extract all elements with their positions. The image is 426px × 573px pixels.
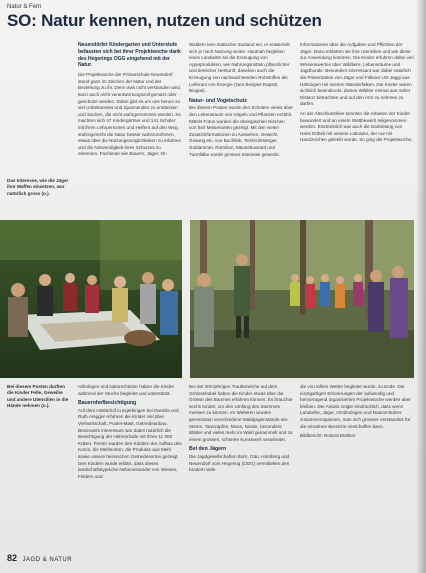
caption-bottom: Bei diesem Posten durften die Kinder Felle, Geweihe und andere Utensilien in die Hände nehmen (u.). bbox=[7, 384, 69, 409]
caption-top: Das Interesse, wie die Jäger ihre Waffen einsetzen, war natürlich gross (o.). bbox=[7, 178, 69, 196]
paragraph: nithologen und Naturschützer haben die Kinder während der Woche begleitet und unterstützt. bbox=[78, 384, 175, 396]
page-curl-shadow bbox=[416, 0, 426, 573]
paragraph: Die Projektwoche der Primarschule Neuendorf stand ganz im Zeichen der Natur und der Beziehung zu ihr. Denn was nicht verstanden wird, kann auch nicht verantwortungsvoll genutzt oder geschützt werden. Dabei gibt es um uns herum so viel Unbekanntes und Spannendes zu entdecken und Sachen, die nicht wahrgenommen werden. So machten sich 47 Kindergärtner und 141 Schüler mit ihren Lehrpersonen und Helfern auf den Weg, stufengerecht die Natur besser wahrzunehmen, etwas über die Nutzungsmöglichkeiten zu erfahren und die Notwendigkeit ihres Schutzes zu erkennen. Fachleute wie Bauern, Jäger, Or- bbox=[78, 72, 182, 157]
page-footer bbox=[7, 553, 72, 563]
column-bottom-1 bbox=[78, 384, 182, 544]
magazine-name: JAGD & NATUR bbox=[22, 557, 73, 563]
photo-left-illustration bbox=[0, 220, 182, 378]
section-label: Natur & Fern bbox=[7, 4, 42, 10]
paragraph: Waldern kein statischer Zustand sei, er entwickelt sich je nach Nutzung weiter. Hautnah begleiten eines Landwirts sei die Erzeugung von Agrarprodukten, wie Nahrungsmitteln pflanzlicher und tierischer Herkunft, daneben auch die Erzeugung von nachwachsenden Rohstoffen als Lieferant von Energie (zum Beispiel Rapsöl, Biogas). bbox=[189, 42, 290, 94]
paragraph: die von tollem Wetter begleitet wurde, zu Ende. Die einzigartigen Erinnerungen der aufwendig und hervorragend organisierten Projektwoche werden aber bleiben. Der Anlass zeigte eindrücklich, dass wenn Landwirte, Jäger, Ornithologen und Naturschützer zusammenspannen, man sich grosses Verständnis für die einzelnen Bereiche verschaffen kann. bbox=[300, 384, 411, 429]
column-top-1 bbox=[78, 42, 182, 214]
paragraph: Informationen über die Aufgaben und Pflichten der Jäger. Dazu erklärten sie ihre Utensilien und wie diese zur Anwendung kommen. Die Kinder erfuhren dabei viel Wissenswertes über Wildtiere, Lebensräume und Jagdhunde. Besonders interessant war dabei natürlich die Präsentation von Jäger und Falkner Urs Jäggi aus Härkingen mit seinem Wanderfalken. Die Kinder waren sichtlich beeindruckt, dieses Wildtier einmal aus naher Distanz betrachten und auf den Arm zu nehmen zu dürfen. bbox=[300, 42, 414, 107]
article-lead: Neuendörfer Kindergarten und Unterstufe befassten sich bei ihrer Projektwoche dank des Hegerings OGG eingehend mit der Natur. bbox=[78, 42, 181, 69]
photo-right-illustration bbox=[190, 220, 414, 378]
paragraph: Auf dem Hüslerhof in Egerkingen bei Daniela und Ruth Aregger erfuhren die Kinder viel über Viehwirtschaft, Poulet-Mast, Getreideanbau. Besonders interessant war dabei natürlich die Besichtigung der Hühnerhalle mit ihren 11 000 Küken. Ferner wurden den Kindern der Aufbau des Korns, die Mehlsorten, die Produkte aus Mehl sowie unsere heimischen Getreidesorten gezeigt. Den Kindern wurde erklärt, dass dieses landschaftstypische Nebeneinander von Wiesen, Feldern und bbox=[78, 407, 182, 479]
subheading-bauernhof: Bauernhofbesichtigung bbox=[78, 400, 137, 407]
paragraph: Bei diesem Posten wurde den Schülern vieles über den Lebensraum von Vögeln und Pflanzen erzählt. Mittels Fotos wurden die ökologischen Nischen von fünf Meisenarten gezeigt. Mit den vielen Zusatzinformationen zu Aussehen, Gewicht, Gesang etc. von Buchfink, Teichrohrsänger, Goldammer, Rotmilan, Mäusebussard und Turmfalke wurde grosses Interesse geweckt. bbox=[189, 105, 293, 157]
photo-hunters-in-forest bbox=[190, 220, 414, 378]
column-bottom-2 bbox=[189, 384, 293, 544]
article-headline: SO: Natur kennen, nutzen und schützen bbox=[7, 11, 322, 30]
subheading-jaeger: Bei den Jägern bbox=[189, 446, 227, 453]
subheading-natur-vogelschutz: Natur- und Vogelschutz bbox=[189, 97, 247, 104]
page-number: 82 bbox=[7, 553, 18, 563]
column-top-3 bbox=[300, 42, 414, 214]
paragraph: Die Jagdgesellschaften Born, Gäu, Homberg und Neuendorf vom Hegering (OGG) vermittelten den Kindern viele bbox=[189, 453, 290, 473]
column-bottom-3 bbox=[300, 384, 414, 544]
paragraph: An der Abschlussfeier konnten die Arbeiten der Kinder bewundert und an einem Wettbewerb teilgenommen werden. Eindrücklich war auch die Darbietung von Hans Döbeli mit seinem Labrador, der nur mit Handzeichen gelenkt wurde. So ging die Projektwoche, bbox=[300, 110, 413, 143]
paragraph: Bei der 200-jährigen Traubeneiche auf dem Schlosshubel haben die Kinder etwas über die Grösse des Baumes erfahren können. Es brauchte sechs Kinder, um den Umfang des Stammes messen zu können. Im Weiteren wurden gemeinsam verschiedene Waldgegenstände wie Steine, Tannzapfen, Moos, Nüsse, besondere Blätter und vieles mehr im Wald gesammelt und zu einem grossen, schönen Kunstwerk verarbeitet. bbox=[189, 384, 293, 442]
photo-credit: Bildbericht: Roland Büttiker bbox=[300, 433, 356, 439]
column-top-2 bbox=[189, 42, 293, 214]
photo-kids-with-furs bbox=[0, 220, 182, 378]
